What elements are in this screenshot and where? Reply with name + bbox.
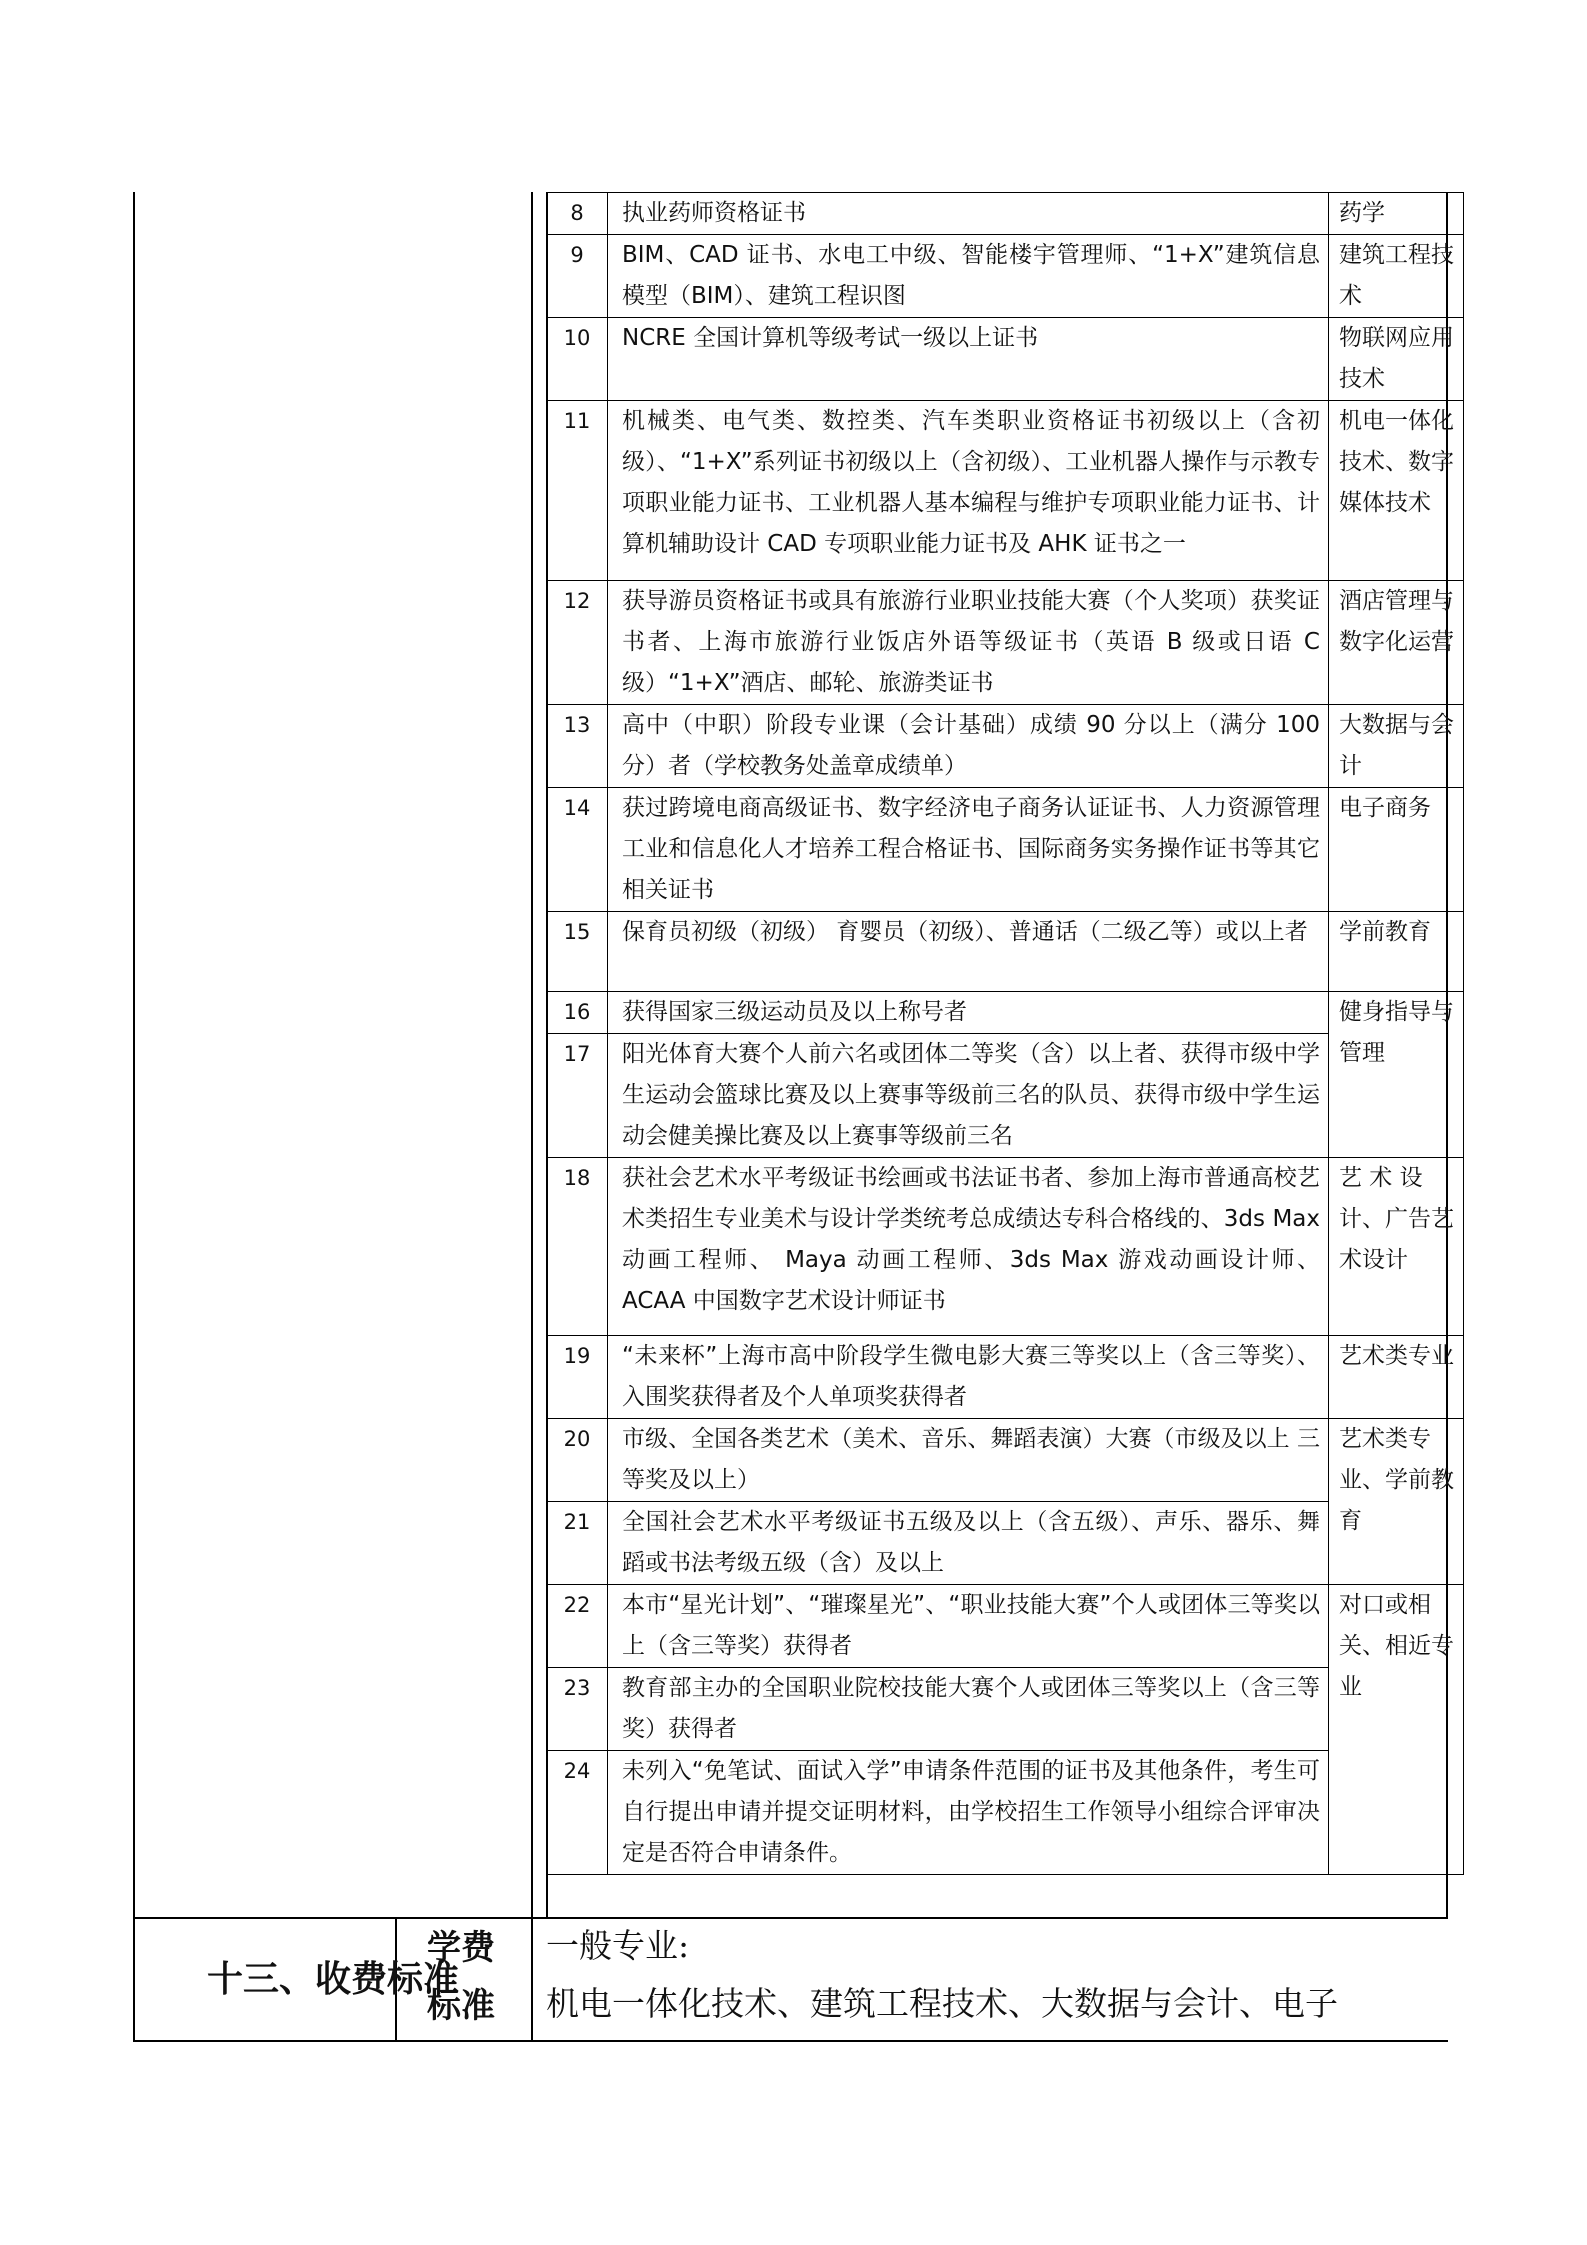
applicable-major: 机电一体化技术、数字媒体技术 [1329, 401, 1464, 581]
applicable-major: 酒店管理与数字化运营 [1329, 581, 1464, 705]
table-row [547, 1034, 1464, 1158]
certificate-requirement: BIM、CAD 证书、水电工中级、智能楼宇管理师、“1+X”建筑信息模型（BIM）、建筑工程识图 [608, 235, 1329, 318]
row-number: 10 [547, 318, 608, 401]
column-divider-left [531, 192, 533, 1917]
row-number: 19 [547, 1336, 608, 1419]
row-number: 14 [547, 788, 608, 912]
table-row [547, 912, 1464, 992]
row-number: 20 [547, 1419, 608, 1502]
general-majors-list: 机电一体化技术、建筑工程技术、大数据与会计、电子 [546, 1984, 1338, 2023]
applicable-major: 药学 [1329, 193, 1464, 235]
certificate-requirement: 保育员初级（初级） 育婴员（初级）、普通话（二级乙等）或以上者 [608, 912, 1329, 992]
table-row [547, 1502, 1464, 1585]
applicable-major: 健身指导与管理 [1329, 992, 1464, 1158]
row-number: 24 [547, 1751, 608, 1875]
certificate-requirement: 阳光体育大赛个人前六名或团体二等奖（含）以上者、获得市级中学生运动会篮球比赛及以上赛事等级前三名的队员、获得市级中学生运动会健美操比赛及以上赛事等级前三名 [608, 1034, 1329, 1158]
table-row [547, 1585, 1464, 1668]
table-row [547, 1751, 1464, 1875]
certificate-requirement: 获社会艺术水平考级证书绘画或书法证书者、参加上海市普通高校艺术类招生专业美术与设计学类统考总成绩达专科合格线的、3ds Max 动画工程师、 Maya 动画工程师、3ds Max 游戏动画设计师、ACAA 中国数字艺术设计师证书 [608, 1158, 1329, 1336]
general-majors [546, 1917, 1436, 2033]
outer-left-border [133, 192, 135, 2042]
certificate-requirement: NCRE 全国计算机等级考试一级以上证书 [608, 318, 1329, 401]
row-number: 16 [547, 992, 608, 1034]
table-row [547, 992, 1464, 1034]
certificate-requirement: 机械类、电气类、数控类、汽车类职业资格证书初级以上（含初级）、“1+X”系列证书初级以上（含初级）、工业机器人操作与示教专项职业能力证书、工业机器人基本编程与维护专项职业能力证书、计算机辅助设计 CAD 专项职业能力证书及 AHK 证书之一 [608, 401, 1329, 581]
row-number: 8 [547, 193, 608, 235]
table-row [547, 401, 1464, 581]
table-row [547, 235, 1464, 318]
certificate-requirement: 本市“星光计划”、“璀璨星光”、“职业技能大赛”个人或团体三等奖以上（含三等奖）获得者 [608, 1585, 1329, 1668]
applicable-major: 学前教育 [1329, 912, 1464, 992]
certificate-requirement: 高中（中职）阶段专业课（会计基础）成绩 90 分以上（满分 100 分）者（学校教务处盖章成绩单） [608, 705, 1329, 788]
certificate-requirement: 教育部主办的全国职业院校技能大赛个人或团体三等奖以上（含三等奖）获得者 [608, 1668, 1329, 1751]
fee-section [133, 1917, 1435, 2041]
certificate-requirement: 获导游员资格证书或具有旅游行业职业技能大赛（个人奖项）获奖证书者、上海市旅游行业饭店外语等级证书（英语 B 级或日语 C 级）“1+X”酒店、邮轮、旅游类证书 [608, 581, 1329, 705]
general-majors-title: 一般专业: [546, 1926, 690, 1965]
applicable-major: 艺术类专业、学前教育 [1329, 1419, 1464, 1585]
row-number: 23 [547, 1668, 608, 1751]
certificate-requirement: “未来杯”上海市高中阶段学生微电影大赛三等奖以上（含三等奖）、入围奖获得者及个人单项奖获得者 [608, 1336, 1329, 1419]
certificate-requirement: 执业药师资格证书 [608, 193, 1329, 235]
applicable-major: 艺术类专业 [1329, 1336, 1464, 1419]
table-row [547, 318, 1464, 401]
table-row [547, 1668, 1464, 1751]
table-row [547, 788, 1464, 912]
table-row [547, 1419, 1464, 1502]
certificate-requirement: 全国社会艺术水平考级证书五级及以上（含五级）、声乐、器乐、舞蹈或书法考级五级（含）及以上 [608, 1502, 1329, 1585]
applicable-major: 建筑工程技术 [1329, 235, 1464, 318]
applicable-major: 艺 术 设计、广告艺术设计 [1329, 1158, 1464, 1336]
row-number: 21 [547, 1502, 608, 1585]
row-number: 13 [547, 705, 608, 788]
row-number: 18 [547, 1158, 608, 1336]
applicable-major: 物联网应用技术 [1329, 318, 1464, 401]
certificate-requirement: 获得国家三级运动员及以上称号者 [608, 992, 1329, 1034]
table-row [547, 1336, 1464, 1419]
certificate-requirement: 获过跨境电商高级证书、数字经济电子商务认证证书、人力资源管理工业和信息化人才培养工程合格证书、国际商务实务操作证书等其它相关证书 [608, 788, 1329, 912]
certificate-table [546, 192, 1464, 1875]
applicable-major: 电子商务 [1329, 788, 1464, 912]
applicable-major: 大数据与会计 [1329, 705, 1464, 788]
row-number: 12 [547, 581, 608, 705]
table-row [547, 705, 1464, 788]
certificate-requirement: 未列入“免笔试、面试入学”申请条件范围的证书及其他条件，考生可自行提出申请并提交证明材料，由学校招生工作领导小组综合评审决定是否符合申请条件。 [608, 1751, 1329, 1875]
section-13-label: 十三、收费标准 [206, 1958, 459, 2000]
row-number: 9 [547, 235, 608, 318]
row-number: 11 [547, 401, 608, 581]
tuition-label: 学费标准 [427, 1928, 495, 2026]
row-number: 17 [547, 1034, 608, 1158]
row-number: 22 [547, 1585, 608, 1668]
certificate-requirement: 市级、全国各类艺术（美术、音乐、舞蹈表演）大赛（市级及以上 三等奖及以上） [608, 1419, 1329, 1502]
applicable-major: 对口或相关、相近专业 [1329, 1585, 1464, 1875]
table-row [547, 581, 1464, 705]
table-row [547, 1158, 1464, 1336]
row-number: 15 [547, 912, 608, 992]
table-row [547, 193, 1464, 235]
